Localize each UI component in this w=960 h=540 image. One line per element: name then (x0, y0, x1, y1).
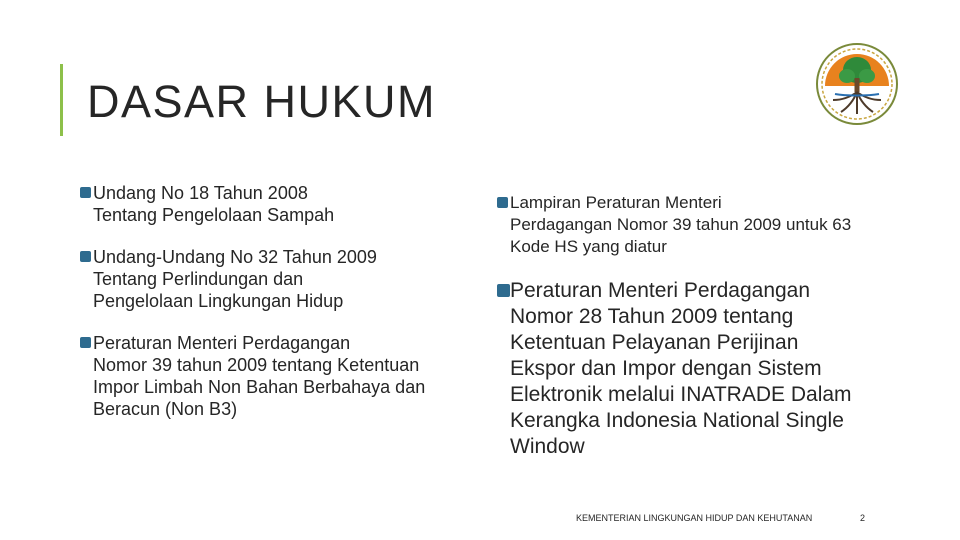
item-title: Peraturan Menteri Perdagangan (93, 333, 351, 353)
item-text: Tentang Perlindungan dan Pengelolaan Lingkungan Hidup (93, 269, 344, 311)
item-title: Lampiran Peraturan Menteri (510, 193, 722, 212)
left-column (80, 182, 480, 440)
checkbox-bullet-icon (80, 187, 91, 198)
footer-text: KEMENTERIAN LINGKUNGAN HIDUP DAN KEHUTANAN (576, 513, 813, 523)
slide-title: DASAR HUKUM (87, 76, 437, 127)
checkbox-bullet-icon (80, 251, 91, 262)
checkbox-bullet-icon (80, 337, 91, 348)
page-number: 2 (860, 513, 866, 523)
title-accent-bar (60, 64, 63, 136)
list-item (497, 192, 917, 258)
item-title: Peraturan Menteri Perdagangan (510, 279, 811, 302)
list-item (80, 332, 480, 420)
checkbox-bullet-icon (497, 284, 510, 297)
list-item (80, 246, 480, 312)
list-item (80, 182, 480, 226)
item-text: Nomor 39 tahun 2009 tentang Ketentuan Impor Limbah Non Bahan Berbahaya dan Beracun (Non B3) (93, 355, 426, 419)
item-text: Perdagangan Nomor 39 tahun 2009 untuk 63 Kode HS yang diatur (510, 215, 852, 256)
list-item (497, 278, 917, 460)
item-title: Undang-Undang No 32 Tahun 2009 (93, 247, 377, 267)
checkbox-bullet-icon (497, 197, 508, 208)
ministry-logo-icon (815, 42, 899, 126)
right-column (497, 192, 917, 460)
item-text: Nomor 28 Tahun 2009 tentang Ketentuan Pelayanan Perijinan Ekspor dan Impor dengan Sistem Elektronik melalui INATRADE Dalam Kerangka Indonesia National Single Window (510, 305, 852, 458)
item-title: Undang No 18 Tahun 2008 (93, 183, 308, 203)
item-text: Tentang Pengelolaan Sampah (93, 205, 335, 225)
